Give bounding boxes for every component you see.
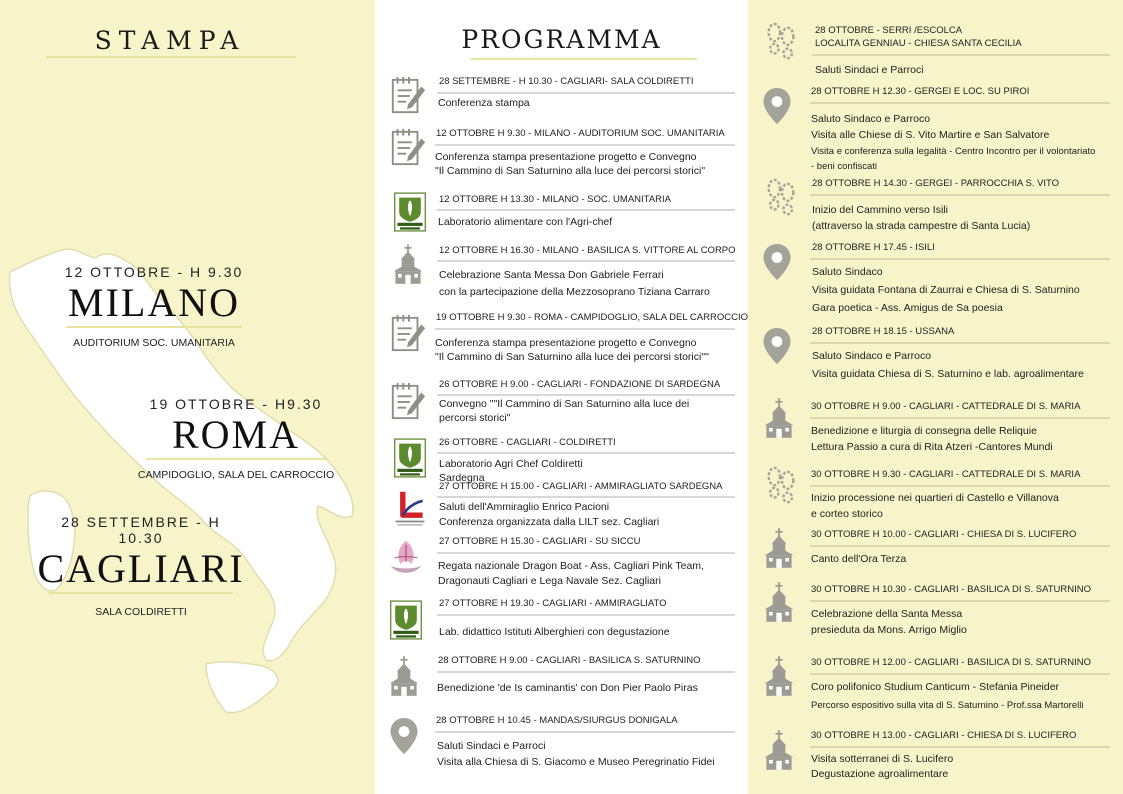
event-heading: 26 OTTOBRE H 9.00 - CAGLIARI - FONDAZIONE DI SARDEGNA — [439, 379, 721, 390]
event-description: Saluto Sindaco e Parroco — [811, 113, 931, 125]
event-heading: 28 OTTOBRE H 10.45 - MANDAS/SIURGUS DONIGALA — [436, 715, 678, 726]
city-name: ROMA — [171, 412, 301, 457]
event-description: "Il Cammino di San Saturnino alla luce dei percorsi storici" — [435, 165, 706, 177]
event-description: - beni confiscati — [811, 161, 878, 172]
event-description: Conferenza stampa — [438, 97, 530, 109]
event-description: Saluto Sindaco e Parroco — [812, 350, 932, 362]
event-description: Visita alle Chiese di S. Vito Martire e San Salvatore — [811, 129, 1050, 141]
event-heading: 30 OTTOBRE H 10.30 - CAGLIARI - BASILICA DI S. SATURNINO — [811, 584, 1091, 595]
notepad-icon — [389, 380, 427, 424]
event-description: Benedizione e liturgia di consegna delle Reliquie — [811, 425, 1037, 437]
map-pin-icon — [385, 714, 423, 758]
church-icon — [385, 654, 423, 698]
event-description: Laboratorio Agri Chef Coldiretti — [439, 458, 583, 470]
event-description: Saluti Sindaci e Parroci — [437, 740, 546, 752]
event-description: Conferenza stampa presentazione progetto e Convegno — [435, 337, 697, 349]
event-description: Coro polifonico Studium Canticum - Stefania Pineider — [811, 681, 1060, 693]
event-divider — [812, 54, 1110, 56]
event-description: Celebrazione Santa Messa Don Gabriele Ferrari — [439, 269, 664, 281]
event-divider — [810, 485, 1110, 487]
map-pin-icon — [758, 324, 796, 368]
event-description: Visita guidata Chiesa di S. Saturnino e lab. agroalimentare — [812, 368, 1084, 380]
city-venue: SALA COLDIRETTI — [95, 606, 187, 618]
event-description: "Il Cammino di San Saturnino alla luce dei percorsi storici"" — [435, 351, 709, 363]
city-name: MILANO — [68, 280, 240, 325]
event-divider — [435, 144, 735, 146]
event-heading: 26 OTTOBRE - CAGLIARI - COLDIRETTI — [439, 437, 616, 448]
event-description: Laboratorio alimentare con l'Agri-chef — [438, 216, 613, 228]
coldiretti-logo-icon — [387, 598, 425, 642]
event-description: Gara poetica - Ass. Amigus de Sa poesia — [812, 302, 1003, 314]
event-heading: 27 OTTOBRE H 19.30 - CAGLIARI - AMMIRAGLIATO — [439, 598, 667, 609]
event-description: Sardegna — [439, 472, 485, 484]
city-date: 28 SETTEMBRE - H 10.30 — [61, 514, 221, 546]
event-description: Saluti Sindaci e Parroci — [815, 64, 924, 76]
event-heading: 28 OTTOBRE - SERRI /ESCOLCA — [815, 25, 963, 36]
event-divider — [437, 209, 735, 211]
programma-panel — [375, 0, 748, 794]
event-heading: LOCALITA GENNIAU - CHIESA SANTA CECILIA — [815, 38, 1022, 49]
city-milano — [54, 264, 254, 349]
city-roma — [126, 396, 346, 481]
event-divider — [437, 552, 735, 554]
city-divider — [49, 592, 233, 594]
event-heading: 28 OTTOBRE H 9.00 - CAGLIARI - BASILICA S. SATURNINO — [438, 655, 701, 666]
map-pin-icon — [758, 240, 796, 284]
city-date: 12 OTTOBRE - H 9.30 — [64, 264, 244, 280]
city-divider — [146, 458, 326, 460]
event-heading: 30 OTTOBRE H 9.00 - CAGLIARI - CATTEDRALE DI S. MARIA — [811, 401, 1081, 412]
event-heading: 30 OTTOBRE H 9.30 - CAGLIARI - CATTEDRALE DI S. MARIA — [811, 469, 1081, 480]
event-divider — [810, 417, 1110, 419]
event-divider — [810, 746, 1110, 748]
stampa-title: STAMPA — [94, 26, 246, 55]
event-description: Visita sotterranei di S. Lucifero — [811, 753, 954, 765]
event-heading: 28 OTTOBRE H 18.15 - USSANA — [812, 326, 955, 337]
notepad-icon — [389, 74, 427, 118]
event-divider — [810, 194, 1110, 196]
event-divider — [810, 258, 1110, 260]
event-divider — [810, 673, 1110, 675]
church-icon — [760, 654, 798, 698]
event-description: Conferenza organizzata dalla LILT sez. Cagliari — [439, 516, 660, 528]
event-description: Visita e conferenza sulla legalità - Centro Incontro per il volontariato — [811, 146, 1096, 157]
event-description: presieduta da Mons. Arrigo Miglio — [811, 624, 967, 636]
event-description: Celebrazione della Santa Messa — [811, 608, 963, 620]
city-divider — [66, 326, 242, 328]
map-pin-icon — [758, 84, 796, 128]
event-description: percorsi storici" — [439, 412, 511, 424]
lilt-logo-icon — [391, 486, 429, 530]
event-heading: 28 OTTOBRE H 12.30 - GERGEI E LOC. SU PIROI — [811, 86, 1030, 97]
event-description: Inizio del Cammino verso Isili — [812, 204, 948, 216]
title-divider — [471, 58, 697, 60]
event-divider — [435, 328, 735, 330]
event-heading: 28 SETTEMBRE - H 10.30 - CAGLIARI- SALA COLDIRETTI — [439, 76, 694, 87]
church-icon — [760, 396, 798, 440]
city-venue: AUDITORIUM SOC. UMANITARIA — [73, 337, 235, 349]
event-heading: 12 OTTOBRE H 9.30 - MILANO - AUDITORIUM SOC. UMANITARIA — [436, 128, 725, 139]
church-icon — [760, 580, 798, 624]
event-heading: 12 OTTOBRE H 13.30 - MILANO - SOC. UMANITARIA — [439, 194, 671, 205]
event-divider — [437, 260, 735, 262]
event-divider — [437, 496, 735, 498]
event-description: Visita guidata Fontana di Zaurrai e Chiesa di S. Saturnino — [812, 284, 1080, 296]
event-heading: 12 OTTOBRE H 16.30 - MILANO - BASILICA S. VITTORE AL CORPO — [439, 245, 736, 256]
city-cagliari — [36, 514, 246, 618]
programma-title: PROGRAMMA — [461, 25, 662, 54]
city-date: 19 OTTOBRE - H9.30 — [149, 396, 323, 412]
event-heading: 30 OTTOBRE H 13.00 - CAGLIARI - CHIESA DI S. LUCIFERO — [811, 730, 1077, 741]
event-divider — [810, 102, 1110, 104]
event-description: Visita alla Chiesa di S. Giacomo e Museo Peregrinatio Fidei — [437, 756, 715, 768]
event-heading: 28 OTTOBRE H 17.45 - ISILI — [812, 242, 935, 253]
event-description: Canto dell'Ora Terza — [811, 553, 907, 565]
event-divider — [810, 545, 1110, 547]
event-divider — [810, 600, 1110, 602]
event-divider — [437, 92, 735, 94]
event-description: Benedizione 'de Is caminantis' con Don Pier Paolo Piras — [437, 682, 698, 694]
programma-panel-continued — [748, 0, 1123, 794]
event-description: Percorso espositivo sulla vita di S. Saturnino - Prof.ssa Martorelli — [811, 700, 1084, 711]
event-divider — [437, 394, 735, 396]
event-divider — [435, 731, 735, 733]
event-heading: 27 OTTOBRE H 15.00 - CAGLIARI - AMMIRAGLIATO SARDEGNA — [439, 481, 723, 492]
event-description: Saluti dell'Ammiraglio Enrico Pacioni — [439, 501, 610, 513]
coldiretti-logo-icon — [391, 190, 429, 234]
event-heading: 19 OTTOBRE H 9.30 - ROMA - CAMPIDOGLIO, SALA DEL CARROCCIO — [436, 312, 748, 323]
city-name: CAGLIARI — [37, 546, 245, 591]
event-description: Conferenza stampa presentazione progetto e Convegno — [435, 151, 697, 163]
pink-team-logo-icon — [387, 536, 425, 580]
event-description: Dragonauti Cagliari e Lega Navale Sez. Cagliari — [438, 575, 661, 587]
event-description: con la partecipazione della Mezzosoprano Tiziana Carraro — [439, 286, 710, 298]
coldiretti-logo-icon — [391, 436, 429, 480]
event-divider — [437, 452, 735, 454]
footprints-icon — [762, 176, 800, 220]
church-icon — [760, 526, 798, 570]
event-description: Degustazione agroalimentare — [811, 768, 949, 780]
church-icon — [389, 242, 427, 286]
footprints-icon — [762, 464, 800, 508]
event-heading: 28 OTTOBRE H 14.30 - GERGEI - PARROCCHIA S. VITO — [812, 178, 1060, 189]
event-divider — [437, 614, 735, 616]
event-heading: 27 OTTOBRE H 15.30 - CAGLIARI - SU SICCU — [439, 536, 641, 547]
event-description: Saluto Sindaco — [812, 266, 883, 278]
title-divider — [46, 56, 296, 58]
notepad-icon — [389, 312, 427, 356]
church-icon — [760, 728, 798, 772]
event-divider — [437, 671, 735, 673]
event-description: e corteo storico — [811, 508, 883, 520]
event-description: Convegno ""Il Cammino di San Saturnino alla luce dei — [439, 398, 690, 410]
event-heading: 30 OTTOBRE H 12.00 - CAGLIARI - BASILICA DI S. SATURNINO — [811, 657, 1091, 668]
event-description: Regata nazionale Dragon Boat - Ass. Cagliari Pink Team, — [438, 560, 704, 572]
footprints-icon — [762, 20, 800, 64]
city-venue: CAMPIDOGLIO, SALA DEL CARROCCIO — [137, 469, 335, 481]
event-description: Lettura Passio a cura di Rita Atzeri -Cantores Mundi — [811, 441, 1053, 453]
event-description: Lab. didattico Istituti Alberghieri con degustazione — [439, 626, 670, 638]
event-divider — [810, 342, 1110, 344]
event-description: Inizio processione nei quartieri di Castello e Villanova — [811, 492, 1059, 504]
stampa-panel — [0, 0, 375, 794]
notepad-icon — [389, 126, 427, 170]
event-description: (attraverso la strada campestre di Santa Lucia) — [812, 220, 1031, 232]
event-heading: 30 OTTOBRE H 10.00 - CAGLIARI - CHIESA DI S. LUCIFERO — [811, 529, 1077, 540]
